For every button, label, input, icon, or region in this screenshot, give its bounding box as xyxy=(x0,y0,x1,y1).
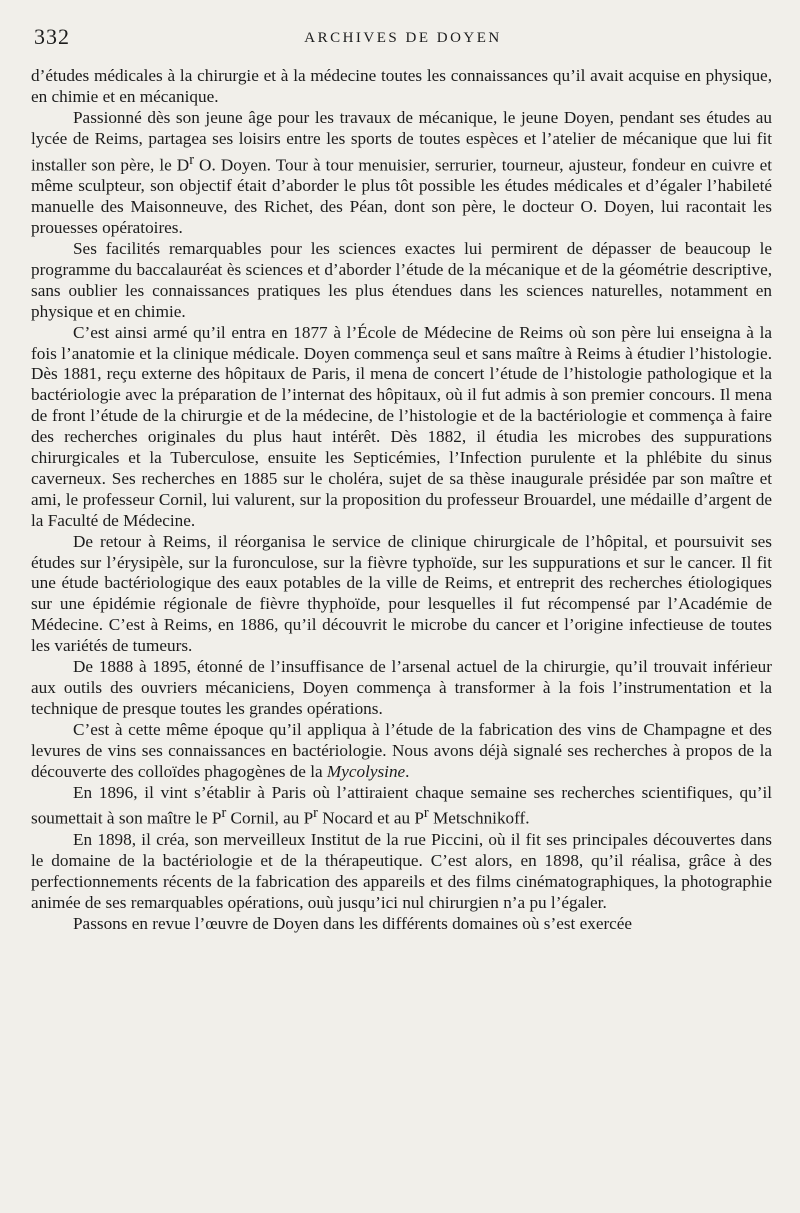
paragraph-2 xyxy=(31,108,772,239)
paragraph-text: Passionné dès son jeune âge pour les travaux de mécanique, le jeune Doyen, pendant ses études au lycée de Reims, partagea ses loisirs entre les sports de toutes espèces et l’atelier de mécanique que lui fit installer son père, le D xyxy=(31,107,772,175)
paragraph-text: Ses facilités remarquables pour les sciences exactes lui permirent de dépasser de beaucoup le programme du baccalauréat ès sciences et d’aborder l’étude de la mécanique et de la géométrie descriptive, sans oublier les connaissances pratiques les plus étendues dans les sciences naturelles, notamment en physique et en chimie. xyxy=(31,238,772,321)
paragraph-text: Nocard et au P xyxy=(317,809,424,829)
paragraph-text: C’est ainsi armé qu’il entra en 1877 à l’École de Médecine de Reims où son père lui enseigna à la fois l’anatomie et la clinique médicale. Doyen commença seul et sans maître à Reims à étudier l’histologie. Dès 1881, reçu externe des hôpitaux de Paris, il mena de concert l’étude de l’histologie pathologique et la bactériologie avec la préparation de l’internat des hôpitaux, où il fut admis à son premier concours. Il mena de front l’étude de la chirurgie et de la médecine, de l’histologie et de la bactériologie et commença à faire des recherches originales du plus haut intérêt. Dès 1882, il étudia les microbes des suppurations chirurgicales et la Tuberculose, ensuite les Septicémies, l’Infection purulente et la phlébite du sinus caverneux. Ses recherches en 1885 sur le choléra, sujet de sa thèse inaugurale présidée par son maître et ami, le professeur Cornil, lui valurent, sur la proposition du professeur Brouardel, une médaille d’argent de la Faculté de Médecine. xyxy=(31,322,772,530)
paragraph-text: Metschnikoff. xyxy=(428,809,530,829)
paragraph-1 xyxy=(31,66,772,108)
paragraph-text: C’est à cette même époque qu’il appliqua à l’étude de la fabrication des vins de Champagne et des levures de vins ses connaissances en bactériologie. Nous avons déjà signalé ses recherches à propos de la découverte des colloïdes phagogènes de la xyxy=(31,719,772,781)
superscript: r xyxy=(221,805,227,822)
page-number: 332 xyxy=(34,24,70,49)
running-title: ARCHIVES DE DOYEN xyxy=(304,30,502,46)
superscript: r xyxy=(189,151,194,168)
paragraph-text: . xyxy=(405,761,410,781)
paragraph-8 xyxy=(31,783,772,831)
paragraph-5 xyxy=(31,532,772,657)
paragraph-7 xyxy=(31,720,772,783)
body-text xyxy=(31,66,772,935)
paragraph-text: En 1898, il créa, son merveilleux Institut de la rue Piccini, où il fit ses principales découvertes dans le domaine de la bactériologie et de la thérapeutique. C’est alors, en 1898, qu’il réalisa, grâce à des perfectionnements récents de la fabrication des appareils et des films cinématographiques, la photographie animée de ses remarquables opérations, ouù jusqu’ici nul chirurgien n’a pu l’égaler. xyxy=(31,830,772,912)
paragraph-3 xyxy=(31,239,772,323)
paragraph-6 xyxy=(31,657,772,720)
superscript: r xyxy=(313,805,318,822)
paragraph-text: Cornil, au P xyxy=(226,809,314,829)
paragraph-4 xyxy=(31,323,772,532)
paragraph-text: De retour à Reims, il réorganisa le service de clinique chirurgicale de l’hôpital, et poursuivit ses études sur l’érysipèle, sur la furonculose, sur la fièvre typhoïde, sur les suppurations et sur le cancer. Il fit une étude bactériologique des eaux potables de la ville de Reims, et entreprit des recherches étiologiques sur une épidémie régionale de fièvre thyphoïde, pour lesquelles il fut récompensé par l’Académie de Médecine. C’est à Reims, en 1886, qu’il découvrit le microbe du cancer et l’origine infectieuse de toutes les variétés de tumeurs. xyxy=(31,531,772,656)
paragraph-text: O. Doyen. Tour à tour menuisier, serrurier, tourneur, ajusteur, fondeur en cuivre et même sculpteur, son objectif était d’aborder le plus tôt possible les études médicales et d’égaler l’habileté manuelle des Maisonneuve, des Richet, des Péan, dont son père, le docteur O. Doyen, lui racontait les prouesses opératoires. xyxy=(31,155,772,238)
paragraph-text: d’études médicales à la chirurgie et à la médecine toutes les connaissances qu’il avait acquise en physique, en chimie et en mécanique. xyxy=(31,66,772,106)
page-header xyxy=(34,24,772,54)
superscript: r xyxy=(423,805,429,822)
paragraph-text: Passons en revue l’œuvre de Doyen dans les différents domaines où s’est exercée xyxy=(73,913,633,933)
italic-term: Mycolysine xyxy=(326,761,406,781)
paragraph-9 xyxy=(31,830,772,914)
paragraph-text: De 1888 à 1895, étonné de l’insuffisance de l’arsenal actuel de la chirurgie, qu’il trouvait inférieur aux outils des ouvriers mécaniciens, Doyen commença à transformer à la fois l’instrumentation et la technique de presque toutes les grandes opérations. xyxy=(31,657,772,718)
paragraph-text: En 1896, il vint s’établir à Paris où l’attiraient chaque semaine ses recherches scientifiques, qu’il soumettait à son maître le P xyxy=(31,782,772,829)
paragraph-10 xyxy=(31,914,772,935)
